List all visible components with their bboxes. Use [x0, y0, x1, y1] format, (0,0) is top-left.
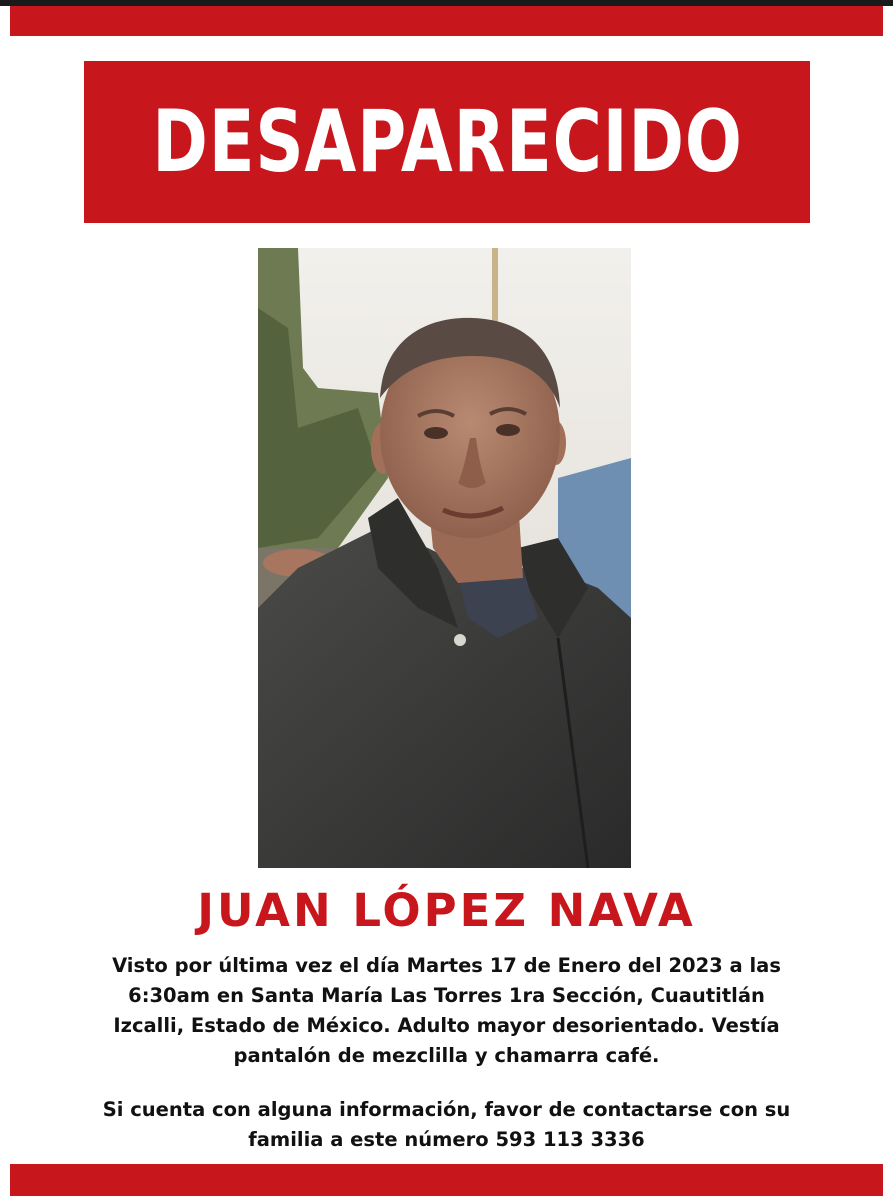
- person-name: JUAN LÓPEZ NAVA: [197, 884, 696, 937]
- description-text: Visto por última vez el día Martes 17 de Enero del 2023 a las 6:30am en Santa María Las Torres 1ra Sección, Cuautitlán Izcalli, Estado de México. Adulto mayor desorientado. Vestía pantalón de mezclilla y chamarra café.: [112, 954, 781, 1067]
- title-banner: [84, 61, 810, 223]
- top-red-bar: [10, 6, 883, 36]
- poster-title: DESAPARECIDO: [151, 92, 743, 192]
- bottom-red-bar: [10, 1164, 883, 1196]
- person-photo: [258, 248, 631, 868]
- contact-text: Si cuenta con alguna información, favor de contactarse con su familia a este número 593 113 3336: [102, 1098, 791, 1151]
